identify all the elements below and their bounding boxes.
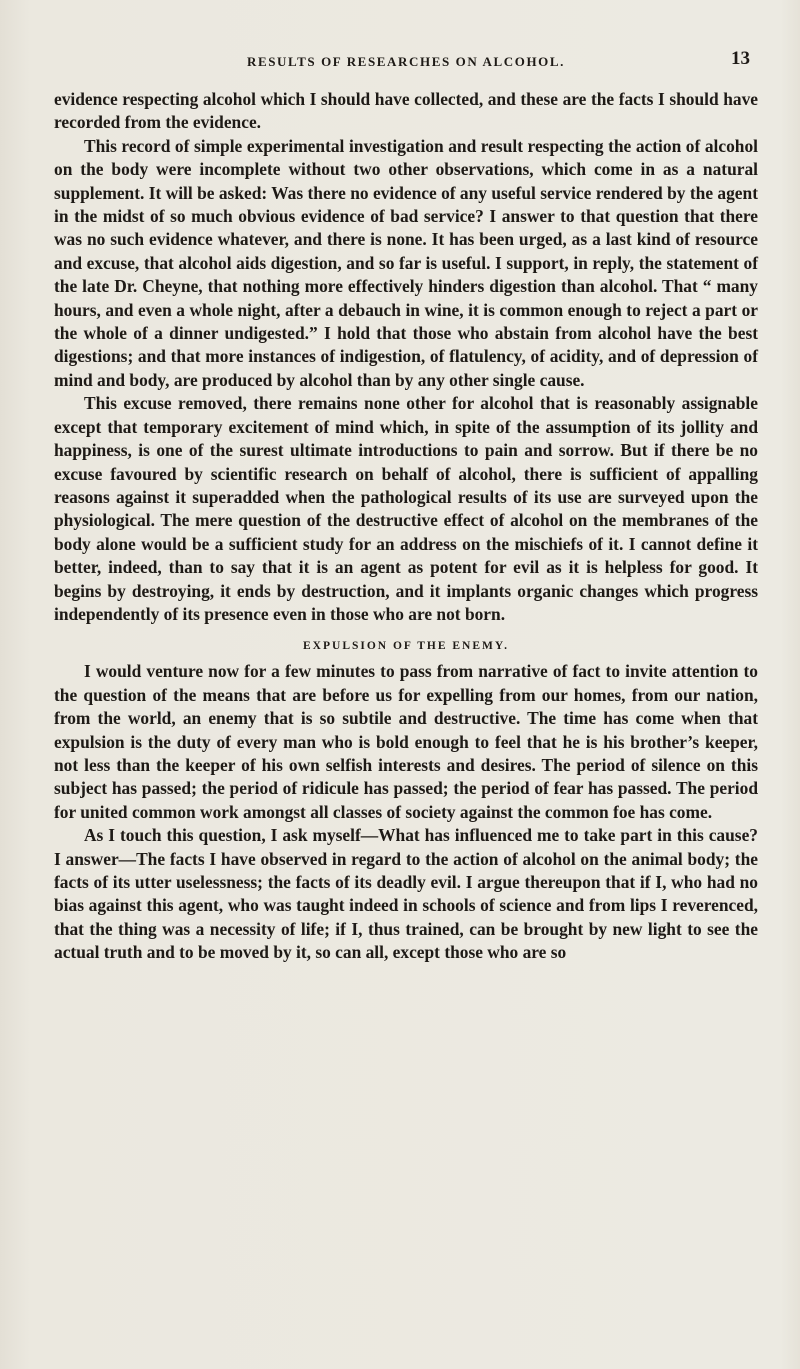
paragraph: I would venture now for a few minutes to pass from narrative of fact to invite attention to the question of the means that are before us for expelling from our homes, from our nation, from the world, an enemy that is so subtile and destructive. The time has come when that expulsion is the duty of every man who is bold enough to feel that he is his brother’s keeper, not less than the keeper of his own selfish interests and desires. The period of silence on this subject has passed; the period of ridicule has passed; the period of fear has passed. The period for united common work amongst all classes of society against the common foe has come.: [54, 661, 758, 822]
paragraph: evidence respecting alcohol which I should have collected, and these are the facts I should have recorded from the evidence.: [54, 89, 758, 133]
running-title: RESULTS OF RESEARCHES ON ALCOHOL.: [246, 54, 566, 69]
running-header: [54, 48, 758, 88]
body-text: [54, 88, 758, 965]
page-number: 13: [731, 48, 750, 69]
paragraph: As I touch this question, I ask myself—What has influenced me to take part in this cause? I answer—The facts I have observed in regard to the action of alcohol on the animal body; the facts of its utter uselessness; the facts of its deadly evil. I argue thereupon that if I, who had no bias against this agent, who was taught indeed in schools of science and from lips I reverenced, that the thing was a necessity of life; if I, thus trained, can be brought by new light to see the actual truth and to be moved by it, so can all, except those who are so: [54, 825, 758, 963]
section-heading: EXPULSION OF THE ENEMY.: [303, 640, 509, 653]
paragraph: This excuse removed, there remains none other for alcohol that is reasonably assignable except that temporary excitement of mind which, in spite of the assumption of its jollity and happiness, is one of the surest ultimate introductions to pain and sorrow. But if there be no excuse favoured by scientific research on behalf of alcohol, there is sufficient of appalling reasons against it superadded when the pathological results of its use are surveyed upon the physiological. The mere question of the destructive effect of alcohol on the membranes of the body alone would be a sufficient study for an address on the mischiefs of it. I cannot define it better, indeed, than to say that it is an agent as potent for evil as it is helpless for good. It begins by destroying, it ends by destruction, and it implants organic changes which progress independently of its presence even in those who are not born.: [54, 393, 758, 624]
paragraph: This record of simple experimental investigation and result respecting the action of alcohol on the body were incomplete without two other observations, which come in as a natural supplement. It will be asked: Was there no evidence of any useful service rendered by the agent in the midst of so much obvious evidence of bad service? I answer to that question that there was no such evidence whatever, and there is none. It has been urged, as a last kind of resource and excuse, that alcohol aids digestion, and so far is useful. I support, in reply, the statement of the late Dr. Cheyne, that nothing more effectively hinders digestion than alcohol. That “ many hours, and even a whole night, after a debauch in wine, it is common enough to reject a part or the whole of a dinner undigested.” I hold that those who abstain from alcohol have the best digestions; and that more instances of indigestion, of flatulency, of acidity, and of depression of mind and body, are produced by alcohol than by any other single cause.: [54, 135, 758, 390]
